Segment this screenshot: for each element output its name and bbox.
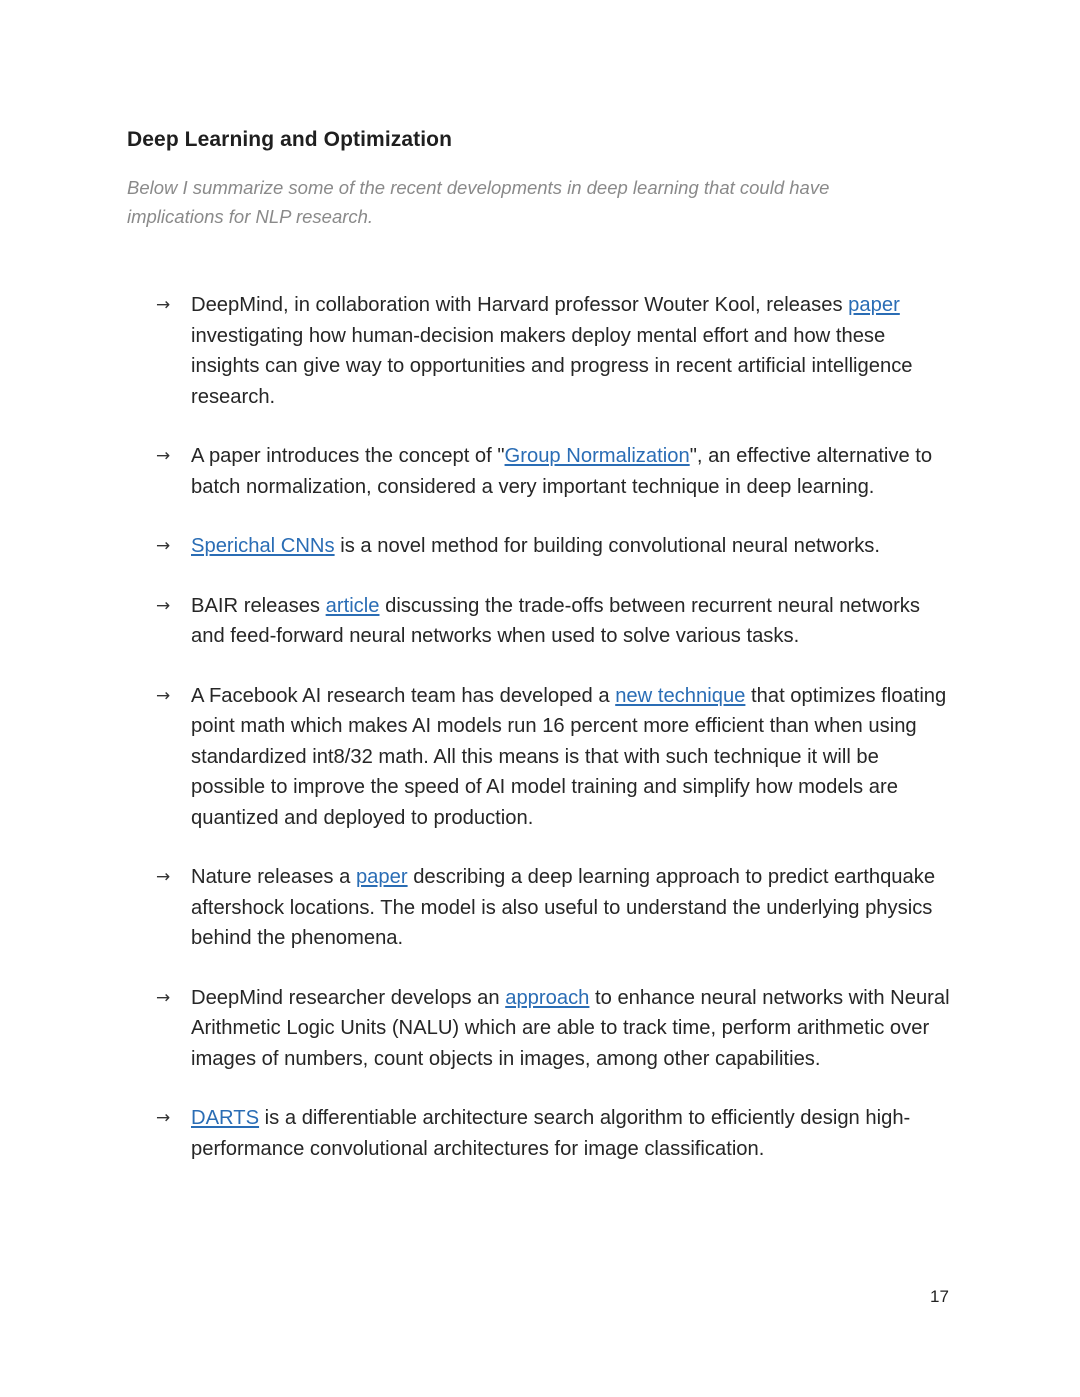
item-text-after: to enhance neural networks with Neural Arithmetic Logic Units (NALU) which are able to track time, perform arithmetic over images of numbers, count objects in images, among other capabilities. [191, 986, 950, 1070]
list-item [156, 862, 956, 954]
arrow-icon: → [156, 446, 171, 466]
list-item [156, 591, 956, 652]
item-text-before: Nature releases a [191, 866, 356, 888]
article-link[interactable]: article [325, 594, 380, 617]
item-text-after: discussing the trade-offs between recurrent neural networks and feed-forward neural networks when used to solve various tasks. [191, 594, 920, 647]
item-text-after: ", an effective alternative to batch normalization, considered a very important technique in deep learning. [191, 445, 933, 498]
new-technique-link[interactable]: new technique [615, 684, 746, 707]
section-title: Deep Learning and Optimization [127, 128, 453, 151]
arrow-icon: → [156, 685, 171, 706]
arrow-icon: → [156, 987, 171, 1008]
page-number: 17 [930, 1287, 949, 1306]
arrow-icon: → [156, 595, 171, 616]
list-item [156, 290, 956, 412]
arrow-icon: → [156, 536, 171, 556]
spherical-cnns-link[interactable]: Sperichal CNNs [191, 535, 335, 557]
item-text-after: investigating how human-decision makers deploy mental effort and how these insights can give way to opportunities and progress in recent artificial intelligence research. [191, 324, 913, 408]
item-text-after: that optimizes floating point math which makes AI models run 16 percent more efficient than when using standardized int8/32 math. All this means is that with such technique it will be possible to improve the speed of AI model training and simplify how models are quantized and deployed to production. [191, 684, 947, 829]
list-item [156, 531, 956, 562]
arrow-icon: → [156, 867, 171, 887]
item-text-after: describing a deep learning approach to predict earthquake aftershock locations. The model is also useful to understand the underlying physics behind the phenomena. [191, 866, 936, 949]
nature-paper-link[interactable]: paper [355, 866, 408, 888]
item-text-before: A Facebook AI research team has developed a [191, 684, 616, 707]
list-item [156, 983, 956, 1075]
item-text-before: A paper introduces the concept of " [191, 445, 505, 467]
list-item [156, 441, 956, 502]
approach-link[interactable]: approach [505, 986, 590, 1009]
item-text-before: DeepMind, in collaboration with Harvard professor Wouter Kool, releases [191, 294, 849, 316]
paper-link[interactable]: paper [848, 294, 900, 316]
list-item [156, 1103, 956, 1164]
intro-paragraph: Below I summarize some of the recent developments in deep learning that could have implications for NLP research. [127, 177, 830, 227]
list-item [156, 681, 956, 834]
item-text-after: is a differentiable architecture search algorithm to efficiently design high-performance convolutional architectures for image classification. [191, 1107, 911, 1160]
darts-link[interactable]: DARTS [191, 1107, 260, 1129]
group-normalization-link[interactable]: Group Normalization [504, 445, 690, 467]
arrow-icon: → [156, 295, 171, 315]
bullet-list [156, 290, 956, 1193]
item-text-before: DeepMind researcher develops an [191, 986, 506, 1009]
arrow-icon: → [156, 1108, 171, 1128]
item-text-before: BAIR releases [191, 594, 326, 617]
item-text-after: is a novel method for building convolutional neural networks. [334, 535, 880, 557]
